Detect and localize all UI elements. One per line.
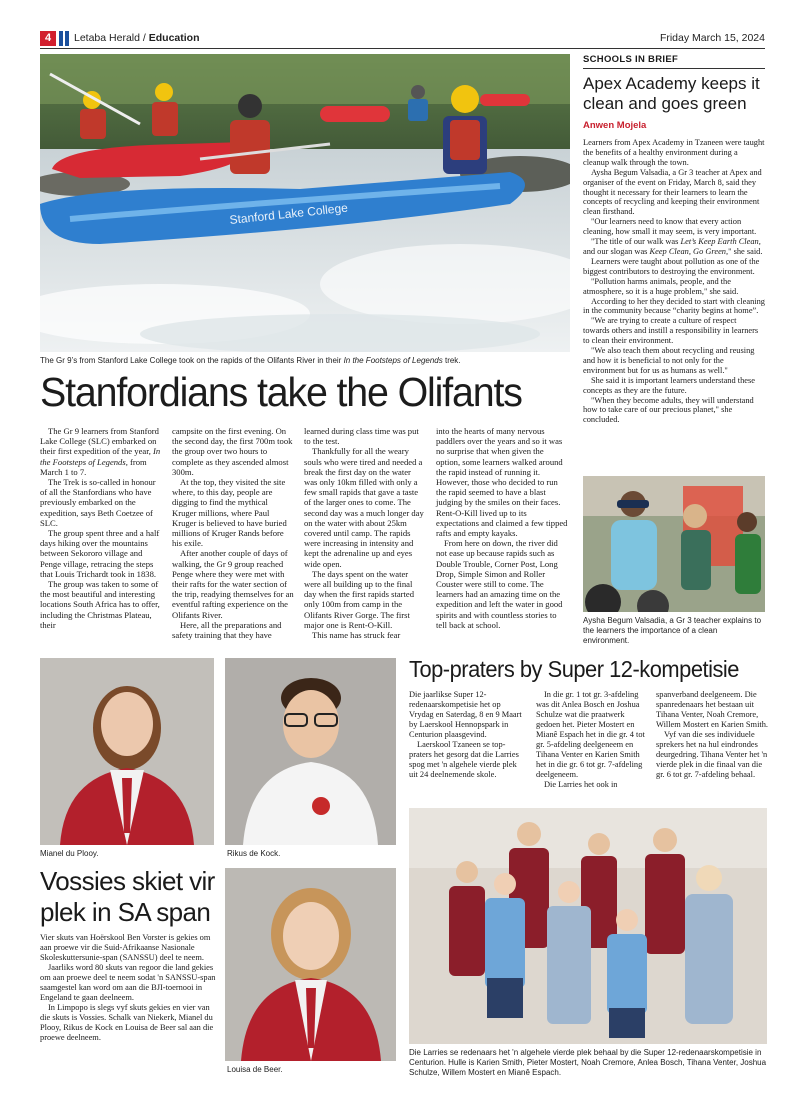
caption-text: The Gr 9’s from Stanford Lake College took on the rapids of the Olifants River in their (40, 356, 344, 365)
paragraph: Laerskool Tzaneen se top-praters het gesorg dat die Larries spog met 'n algehele vierde plek uit 24 deelnemende skole. (409, 740, 519, 779)
paragraph: campsite on the first evening. On the second day, the first 700m took the group over two hours to complete as they ascended almost 300m. (172, 426, 293, 477)
page-header (40, 31, 765, 47)
header-separator: / (139, 32, 149, 44)
apex-story-body (583, 138, 765, 425)
paragraph: Thankfully for all the weary souls who were tired and needed a break the first day on the water was only 10km filled with only a few small rapids that gave a taste of the larger ones to come. The second day was a much longer day on the water with about 25km covered until camp. The rapids were increasing in intensity and kept the adrenaline up and eyes wide open. (304, 446, 424, 569)
louisa-portrait (225, 868, 396, 1061)
italic-phrase: Keep Clean, Go Green, (649, 246, 729, 256)
speakers-photo-caption: Die Larries se redenaars het 'n algehele vierde plek behaal by die Super 12-redenaarskompetisie in Centurion. Hulle is Karien Smith, Pieter Mostert, Noah Cremore, Anlea Bosch, Tihana Venter, Joshua Schulze, Willem Mostert en Mianê Espach. (409, 1048, 767, 1077)
publication-name: Letaba Herald (74, 32, 140, 44)
paragraph: "When they become adults, they will understand how to take care of our precious planet," she concluded. (583, 395, 754, 425)
speakers-illustration (409, 808, 767, 1044)
super12-column-1 (409, 690, 527, 780)
paragraph: Learners were taught about pollution as one of the biggest contributors to destroying the environment. (583, 256, 760, 276)
mianel-illustration (40, 658, 214, 845)
section-name: Education (148, 32, 200, 44)
main-headline: Stanfordians take the Olifants (40, 369, 522, 415)
mianel-portrait (40, 658, 214, 845)
paragraph: The Gr 9 learners from Stanford Lake College (SLC) embarked on their first expedition of the year, (40, 426, 159, 457)
vossies-story-body (40, 933, 216, 1043)
paragraph: "Our learners need to know that every action cleaning, how small it may seem, is very important. (583, 217, 757, 237)
mianel-caption: Mianel du Plooy. (40, 849, 99, 858)
paragraph: "We also teach them about recycling and reusing and how it is beneficial to not only for the environment but for us as humans as well." (583, 346, 755, 375)
paragraph: Vyf van die ses individuele sprekers het na hul eindrondes deurgedring. Tihana Venter het 'n vierde plek in die finaal van die gr. 6 tot gr. 7-afdeling behaal. (656, 730, 768, 779)
paragraph: The days spent on the water were all building up to the final day when the first rapids started only 100m from camp in the Olifants River Gorge. The first major one is Rent-O-Kill. (304, 568, 415, 630)
speakers-group-photo (409, 808, 767, 1044)
caption-italic-title: In the Footsteps of Legends (343, 356, 443, 365)
rikus-illustration (225, 658, 396, 845)
teacher-illustration (583, 476, 765, 612)
rikus-portrait (225, 658, 396, 845)
louisa-caption: Louisa de Beer. (227, 1065, 283, 1074)
main-story-column-1 (40, 426, 162, 630)
paragraph: spanverband deelgeneem. Die spanredenaars het bestaan uit Tihana Venter, Noah Cremore, Willem Mostert en Karien Smith. (656, 690, 769, 729)
schools-in-brief-label: SCHOOLS IN BRIEF (583, 54, 679, 65)
paragraph: Die jaarlikse Super 12-redenaarskompetisie het op Vrydag en Saterdag, 8 en 9 Maart by Laerskool Hennopspark in Centurion plaasgevind. (409, 690, 522, 739)
teacher-photo-caption: Aysha Begum Valsadia, a Gr 3 teacher explains to the learners the importance of a clean environment. (583, 616, 762, 645)
paragraph: Learners from Apex Academy in Tzaneen were taught the benefits of a healthy environment during a cleanup walk through the town. (583, 138, 765, 167)
super12-headline: Top-praters by Super 12-kompetisie (409, 656, 739, 682)
text-run: and our slogan was (583, 246, 650, 256)
paragraph: The group was taken to some of the most beautiful and interesting locations South Africa has to offer, including the Christmas Plateau, their (40, 579, 160, 630)
paragraph: At the top, they visited the site where, to this day, people are digging to find the mythical Kruger millions, where Paul Kruger is believed to have buried millions of Kruger Rands before his exile. (172, 477, 287, 549)
rafting-photo-caption (40, 356, 570, 366)
paragraph: According to her they decided to start with cleaning in the community because “charity begins at home”. (583, 296, 765, 316)
super12-column-3 (656, 690, 768, 780)
paragraph: The Trek is so-called in honour of all the Stanfordians who have previously embarked on the expedition, says Beth Coetzee of SLC. (40, 477, 156, 528)
paragraph: , from March 1 to 7. (40, 456, 147, 477)
header-rule (40, 48, 765, 49)
main-story-column-3 (304, 426, 426, 640)
caption-text-end: trek. (442, 356, 461, 365)
rafting-photo (40, 54, 570, 352)
page-number: 4 (40, 31, 56, 46)
paragraph: Die Larries het ook in (544, 780, 618, 789)
paragraph: into the hearts of many nervous paddlers over the years and so it was no surprise that when given the option, some learners walked around the rapid instead of running it. However, those who decided to run the rapid seemed to have a blast judging by the smiles on their faces. Rent-O-Kill lived up to its expectations and claimed a few tipped rafts and empty kayaks. (436, 426, 568, 539)
kayak-lettering: Stanford Lake College (228, 200, 349, 227)
sidebar-rule (583, 68, 765, 69)
paragraph (583, 237, 765, 257)
paragraph: "We are trying to create a culture of respect towards others and instill a responsibility in learners to clean their environment. (583, 316, 759, 346)
apex-byline: Anwen Mojela (583, 120, 647, 131)
paragraph: Vier skuts van Hoërskool Ben Vorster is gekies om aan proewe vir die Suid-Afrikaanse Nasionale Skoleskuttersunie-span (SANSSU) deel te neem. (40, 933, 211, 962)
apex-headline: Apex Academy keeps it clean and goes green (583, 74, 760, 113)
paragraph: Jaarliks word 80 skuts van regoor die land gekies om aan proewe deel te neem sodat 'n SANSSU-span saamgestel kan word om aan die BJI-toernooi in Engeland te gaan deelneem. (40, 963, 216, 1002)
text-run: " she said. (728, 246, 763, 256)
paragraph: In die gr. 1 tot gr. 3-afdeling was dit Anlea Bosch en Joshua Schulze wat die praatwerk gedoen het. Pieter Mostert en Mianê Espach het in die gr. 4 tot gr. 5-afdeling deelgeneem en Tihana Venter en Karien Smith het in die gr. 6 tot gr. 7-afdeling deelgeneem. (536, 690, 645, 779)
rafting-illustration (40, 54, 570, 352)
main-story-column-4 (436, 426, 568, 630)
paragraph: This name has struck fear (312, 630, 401, 641)
paragraph: learned during class time was put to the test. (304, 426, 419, 447)
paragraph: After another couple of days of walking, the Gr 9 group reached Penge where they were met with their rafts for the water section of the trip, readying themselves for an eventful rafting experience on the Olifants River. (172, 548, 294, 620)
paragraph: Here, all the preparations and safety training that they have (172, 619, 282, 641)
paragraph: From here on down, the river did not ease up because rapids such as Double Trouble, Corner Post, Long Drop, Simple Simon and Roller Couster were still to come. The learners had an amazing time on the expedition and left the water in good spirits and with countless stories to tell back at school. (436, 538, 563, 630)
vossies-headline: Vossies skiet vir plek in SA span (40, 866, 215, 927)
paragraph: The group spent three and a half days hiking over the mountains between Sekororo village and Penge village, retracing the steps that Louis Trichardt took in 1838. (40, 528, 160, 579)
italic-title: In the Footsteps of Legends (40, 446, 161, 467)
issue-date: Friday March 15, 2024 (659, 32, 765, 44)
teacher-photo (583, 476, 765, 612)
text-run: "The title of our walk was (591, 237, 681, 247)
main-story-column-2 (172, 426, 294, 640)
super12-column-2 (536, 690, 648, 790)
paragraph: She said it is important learners understand these concepts as they are the future. (583, 375, 755, 395)
rikus-caption: Rikus de Kock. (227, 849, 281, 858)
louisa-illustration (225, 868, 396, 1061)
header-bar-decoration (65, 31, 69, 46)
paragraph: Aysha Begum Valsadia, a Gr 3 teacher at Apex and organiser of the event on Friday, March 8, said they thought it necessary for their learners to learn the concepts of recycling and keeping their environment clean firsthand. (583, 167, 762, 217)
publication-section (74, 32, 200, 44)
paragraph: "Pollution harms animals, people, and the atmosphere, so it is a huge problem," she said. (583, 276, 739, 296)
italic-phrase: Let’s Keep Earth Clean, (680, 237, 761, 247)
paragraph: In Limpopo is slegs vyf skuts gekies en vier van die skuts is Vossies. Schalk van Niekerk, Mianel du Plooy, Rikus de Kock en Louisa de Beer sal aan die proewe deelneem. (40, 1003, 214, 1042)
header-bar-decoration (59, 31, 63, 46)
